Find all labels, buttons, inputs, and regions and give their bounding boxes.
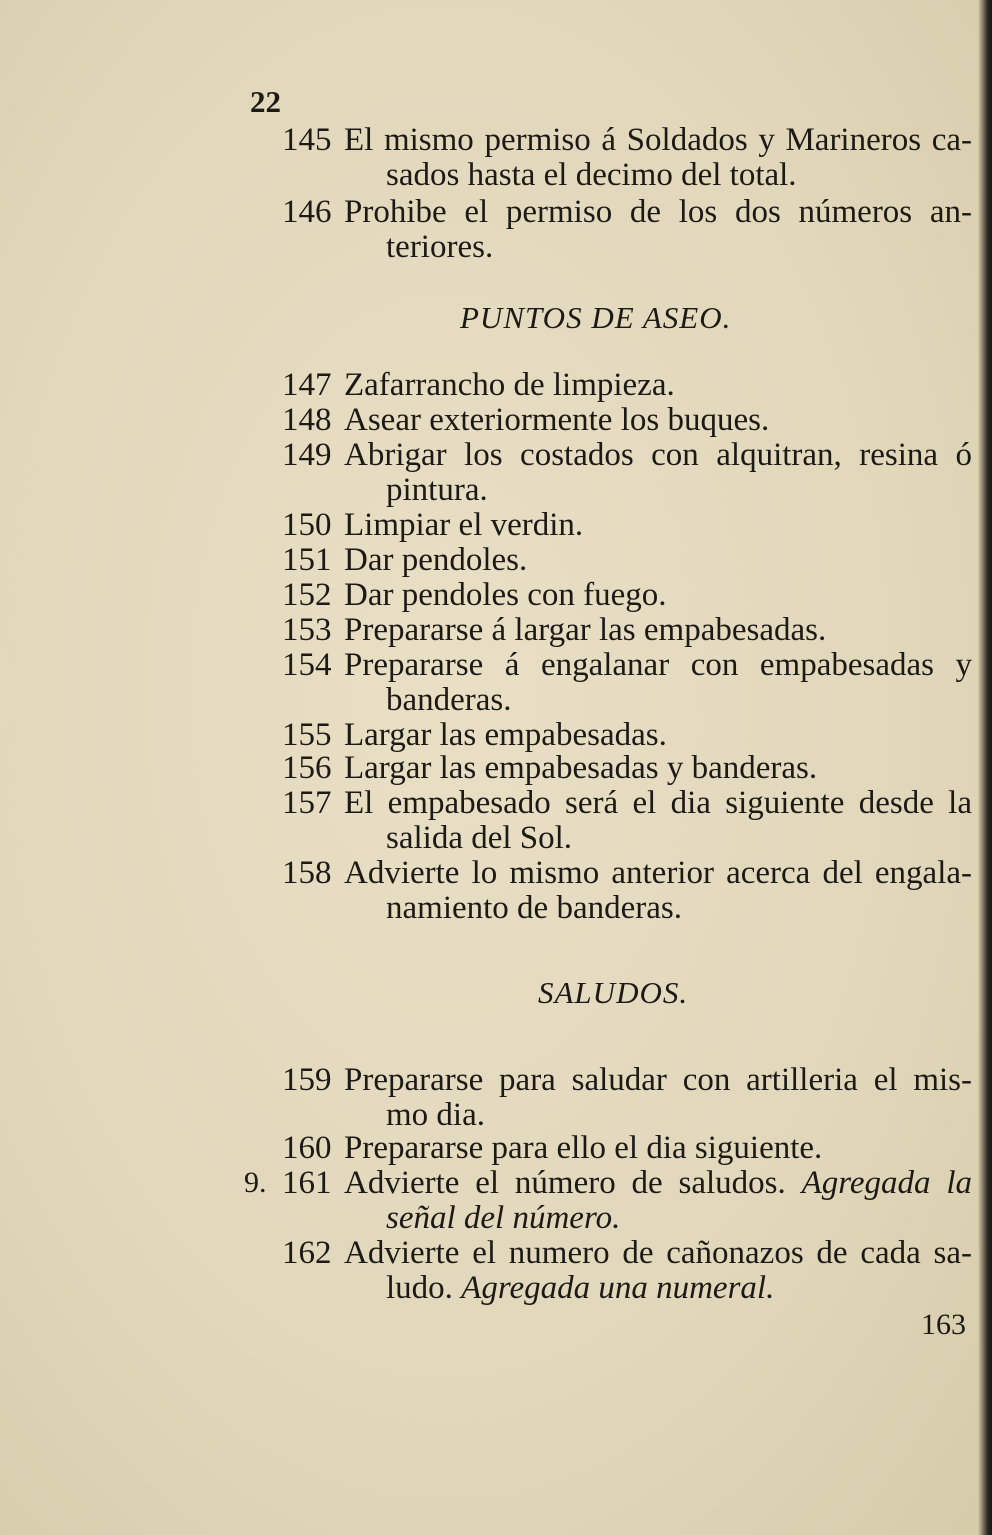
entry-text-italic-continued: señal del número. (386, 1200, 621, 1236)
entry-number: 150 (282, 507, 332, 543)
entry-text-roman-continued: ludo. (386, 1270, 453, 1306)
entry-text-italic-continued: Agregada una numeral. (461, 1270, 775, 1306)
entry-text: Largar las empabesadas y banderas. (344, 750, 818, 786)
entry-text-continued (386, 1271, 774, 1306)
section-title-saludos: SALUDOS. (538, 975, 689, 1010)
entry-number: 152 (282, 577, 332, 613)
entry-text: Prepararse á engalanar con empabesadas y (344, 647, 972, 683)
entry-text: Asear exteriormente los buques. (344, 402, 770, 438)
entry-number: 145 (282, 122, 332, 158)
entry-number: 159 (282, 1062, 332, 1098)
entry-text: El mismo permiso á Soldados y Marineros ca- (344, 122, 972, 158)
entry-number: 162 (282, 1235, 332, 1271)
entry-text-continued (386, 1201, 620, 1236)
entry-text: Dar pendoles. (344, 542, 528, 578)
entry-text-continued: teriores. (386, 229, 494, 265)
page-number-bottom: 163 (921, 1308, 966, 1341)
entry-text-roman: Advierte el número de saludos. (344, 1165, 786, 1201)
entry-text: Dar pendoles con fuego. (344, 577, 667, 613)
entry-text: El empabesado será el dia siguiente desde la (344, 785, 972, 821)
entry-text: Prepararse á largar las empabesadas. (344, 612, 827, 648)
page-number-top: 22 (250, 84, 281, 119)
entry-text-continued: mo dia. (386, 1097, 485, 1133)
entry-number: 147 (282, 367, 332, 403)
entry-number: 155 (282, 717, 332, 753)
entry-text: Prepararse para ello el dia siguiente. (344, 1130, 823, 1166)
entry-text-italic: Agregada la (801, 1165, 973, 1201)
entry-number: 153 (282, 612, 332, 648)
entry-text-continued: namiento de banderas. (386, 890, 682, 926)
entry-number: 148 (282, 402, 332, 438)
entry-number: 157 (282, 785, 332, 821)
entry-text-continued: pintura. (386, 472, 488, 508)
entry-number: 151 (282, 542, 332, 578)
entry-number: 158 (282, 855, 332, 891)
page-edge (978, 0, 992, 1535)
entry-text-continued: sados hasta el decimo del total. (386, 157, 797, 193)
entry-text: Prepararse para saludar con artilleria el mis- (344, 1062, 972, 1098)
entry-number: 154 (282, 647, 332, 683)
entry-text (344, 1166, 972, 1201)
entry-number: 146 (282, 194, 332, 230)
section-title-puntos-de-aseo: PUNTOS DE ASEO. (460, 300, 732, 335)
entry-text: Advierte el numero de cañonazos de cada sa- (344, 1235, 972, 1271)
entry-text: Prohibe el permiso de los dos números an- (344, 194, 972, 230)
entry-number: 161 (282, 1165, 332, 1201)
entry-text: Zafarrancho de limpieza. (344, 367, 675, 403)
entry-text: Largar las empabesadas. (344, 717, 667, 753)
margin-note: 9. (244, 1166, 267, 1199)
entry-text: Abrigar los costados con alquitran, resina ó (344, 437, 972, 473)
entry-text: Advierte lo mismo anterior acerca del engala- (344, 855, 972, 891)
entry-text-continued: salida del Sol. (386, 820, 573, 856)
entry-number: 149 (282, 437, 332, 473)
entry-number: 160 (282, 1130, 332, 1166)
entry-number: 156 (282, 750, 332, 786)
entry-text-continued: banderas. (386, 682, 512, 718)
entry-text: Limpiar el verdin. (344, 507, 584, 543)
